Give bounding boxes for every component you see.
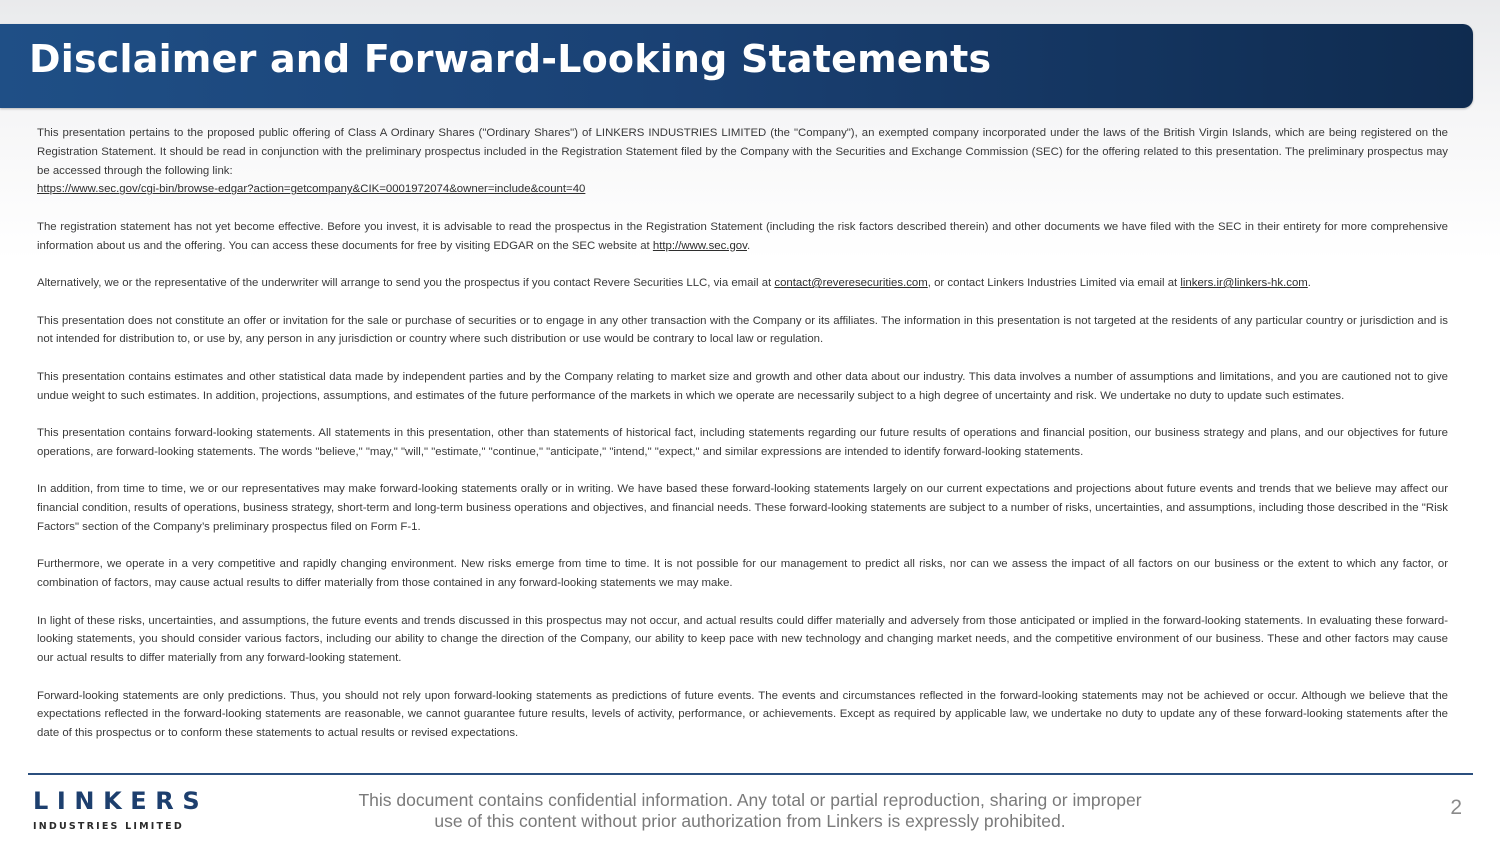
paragraph-predictions xyxy=(37,687,1448,743)
prospectus-link[interactable]: https://www.sec.gov/cgi-bin/browse-edgar?action=getcompany&CIK=0001972074&owner=include&count=40 xyxy=(37,183,586,196)
confidentiality-line-2: use of this content without prior authorization from Linkers is expressly prohibited. xyxy=(434,811,1066,831)
paragraph-registration-end: . xyxy=(747,239,751,252)
paragraph-competition xyxy=(37,555,1448,593)
paragraph-contact-end: . xyxy=(1307,277,1311,289)
paragraph-contact xyxy=(37,274,1448,293)
page-title: Disclaimer and Forward-Looking Statements xyxy=(29,37,992,81)
paragraph-no-offer-text: This presentation does not constitute an offer or invitation for the sale or purchase of securities or to engage in any other transaction with the Company or its affiliates. The information in this presentation is not targeted at the residents of any particular country or jurisdiction and is not intended for distribution to, or use by, any person in any jurisdiction or country where such distribution or use would be contrary to local law or regulation. xyxy=(37,314,1448,346)
sec-website-link[interactable]: http://www.sec.gov xyxy=(652,239,747,252)
paragraph-forward-looking xyxy=(37,424,1448,462)
paragraph-forward-looking-text: This presentation contains forward-looking statements. All statements in this presentation, other than statements of historical fact, including statements regarding our future results of operations and financial position, our business strategy and plans, and our objectives for future operations, are forward-looking statements. The words "believe," "may," "will," "estimate," "continue," "anticipate," "intend," "expect," and similar expressions are intended to identify forward-looking statements. xyxy=(37,427,1448,458)
page-number: 2 xyxy=(1450,796,1462,819)
paragraph-representatives-text: In addition, from time to time, we or our representatives may make forward-looking statements orally or in writing. We have based these forward-looking statements largely on our current expectations and projections about future events and trends that we believe may affect our financial condition, results of operations, business strategy, short-term and long-term business operations and objectives, and financial needs. These forward-looking statements are subject to a number of risks, uncertainties, and assumptions, including those described in the "Risk Factors" section of the Company’s preliminary prospectus filed on Form F-1. xyxy=(37,483,1448,533)
paragraph-no-offer xyxy=(37,312,1448,350)
paragraph-estimates-text: This presentation contains estimates and other statistical data made by independent parties and by the Company relating to market size and growth and other data about our industry. This data involves a number of assumptions and limitations, and you are cautioned not to give undue weight to such estimates. In addition, projections, assumptions, and estimates of the future performance of the markets in which we operate are necessarily subject to a high degree of uncertainty and risk. We undertake no duty to update such estimates. xyxy=(37,370,1448,402)
linkers-email-link[interactable]: linkers.ir@linkers-hk.com xyxy=(1180,277,1308,289)
footer-divider xyxy=(28,773,1473,775)
paragraph-contact-text: Alternatively, we or the representative of the underwriter will arrange to send you the prospectus if you contact Revere Securities LLC, via email at xyxy=(37,277,775,289)
paragraph-registration-text: The registration statement has not yet become effective. Before you invest, it is advisable to read the prospectus in the Registration Statement (including the risk factors described therein) and other documents we have filed with the SEC in their entirety for more comprehensive information about us and the offering. You can access these documents for free by visiting EDGAR on the SEC website at xyxy=(37,220,1448,252)
logo-wordmark: LINKERS xyxy=(33,787,209,815)
confidentiality-line-1: This document contains confidential information. Any total or partial reproduction, sharing or improper xyxy=(358,790,1142,810)
disclaimer-body xyxy=(37,124,1448,762)
paragraph-contact-mid: , or contact Linkers Industries Limited via email at xyxy=(927,277,1181,289)
paragraph-risks-text: In light of these risks, uncertainties, and assumptions, the future events and trends discussed in this prospectus may not occur, and actual results could differ materially and adversely from those anticipated or implied in the forward-looking statements. In evaluating these forward-looking statements, you should consider various factors, including our ability to change the direction of the Company, our ability to keep pace with new technology and changing market needs, and the competitive environment of our business. These and other factors may cause our actual results to differ materially from any forward-looking statement. xyxy=(37,614,1448,664)
paragraph-competition-text: Furthermore, we operate in a very competitive and rapidly changing environment. New risks emerge from time to time. It is not possible for our management to predict all risks, nor can we assess the impact of all factors on our business or the extent to which any factor, or combination of factors, may cause actual results to differ materially from those contained in any forward-looking statements we may make. xyxy=(37,558,1448,589)
paragraph-risks xyxy=(37,612,1448,668)
paragraph-offering-text: This presentation pertains to the proposed public offering of Class A Ordinary Shares ("Ordinary Shares") of LINKERS INDUSTRIES LIMITED (the "Company"), an exempted company incorporated under the laws of the British Virgin Islands, which are being registered on the Registration Statement. It should be read in conjunction with the preliminary prospectus included in the Registration Statement filed by the Company with the Securities and Exchange Commission (SEC) for the offering related to this presentation. The preliminary prospectus may be accessed through the following link: xyxy=(37,127,1448,177)
company-logo xyxy=(33,787,209,834)
paragraph-offering xyxy=(37,124,1448,180)
prospectus-link-line xyxy=(37,180,1448,199)
paragraph-predictions-text: Forward-looking statements are only predictions. Thus, you should not rely upon forward-looking statements as predictions of future events. The events and circumstances reflected in the forward-looking statements may not be achieved or occur. Although we believe that the expectations reflected in the forward-looking statements are reasonable, we cannot guarantee future results, levels of activity, performance, or achievements. Except as required by applicable law, we undertake no duty to update any of these forward-looking statements after the date of this prospectus or to conform these statements to actual results or revised expectations. xyxy=(37,689,1448,739)
revere-email-link[interactable]: contact@reveresecurities.com xyxy=(774,277,928,289)
paragraph-registration xyxy=(37,218,1448,256)
paragraph-representatives xyxy=(37,480,1448,536)
title-banner xyxy=(0,24,1473,108)
logo-subtitle: INDUSTRIES LIMITED xyxy=(33,821,184,832)
confidentiality-notice xyxy=(330,790,1170,832)
paragraph-estimates xyxy=(37,368,1448,406)
